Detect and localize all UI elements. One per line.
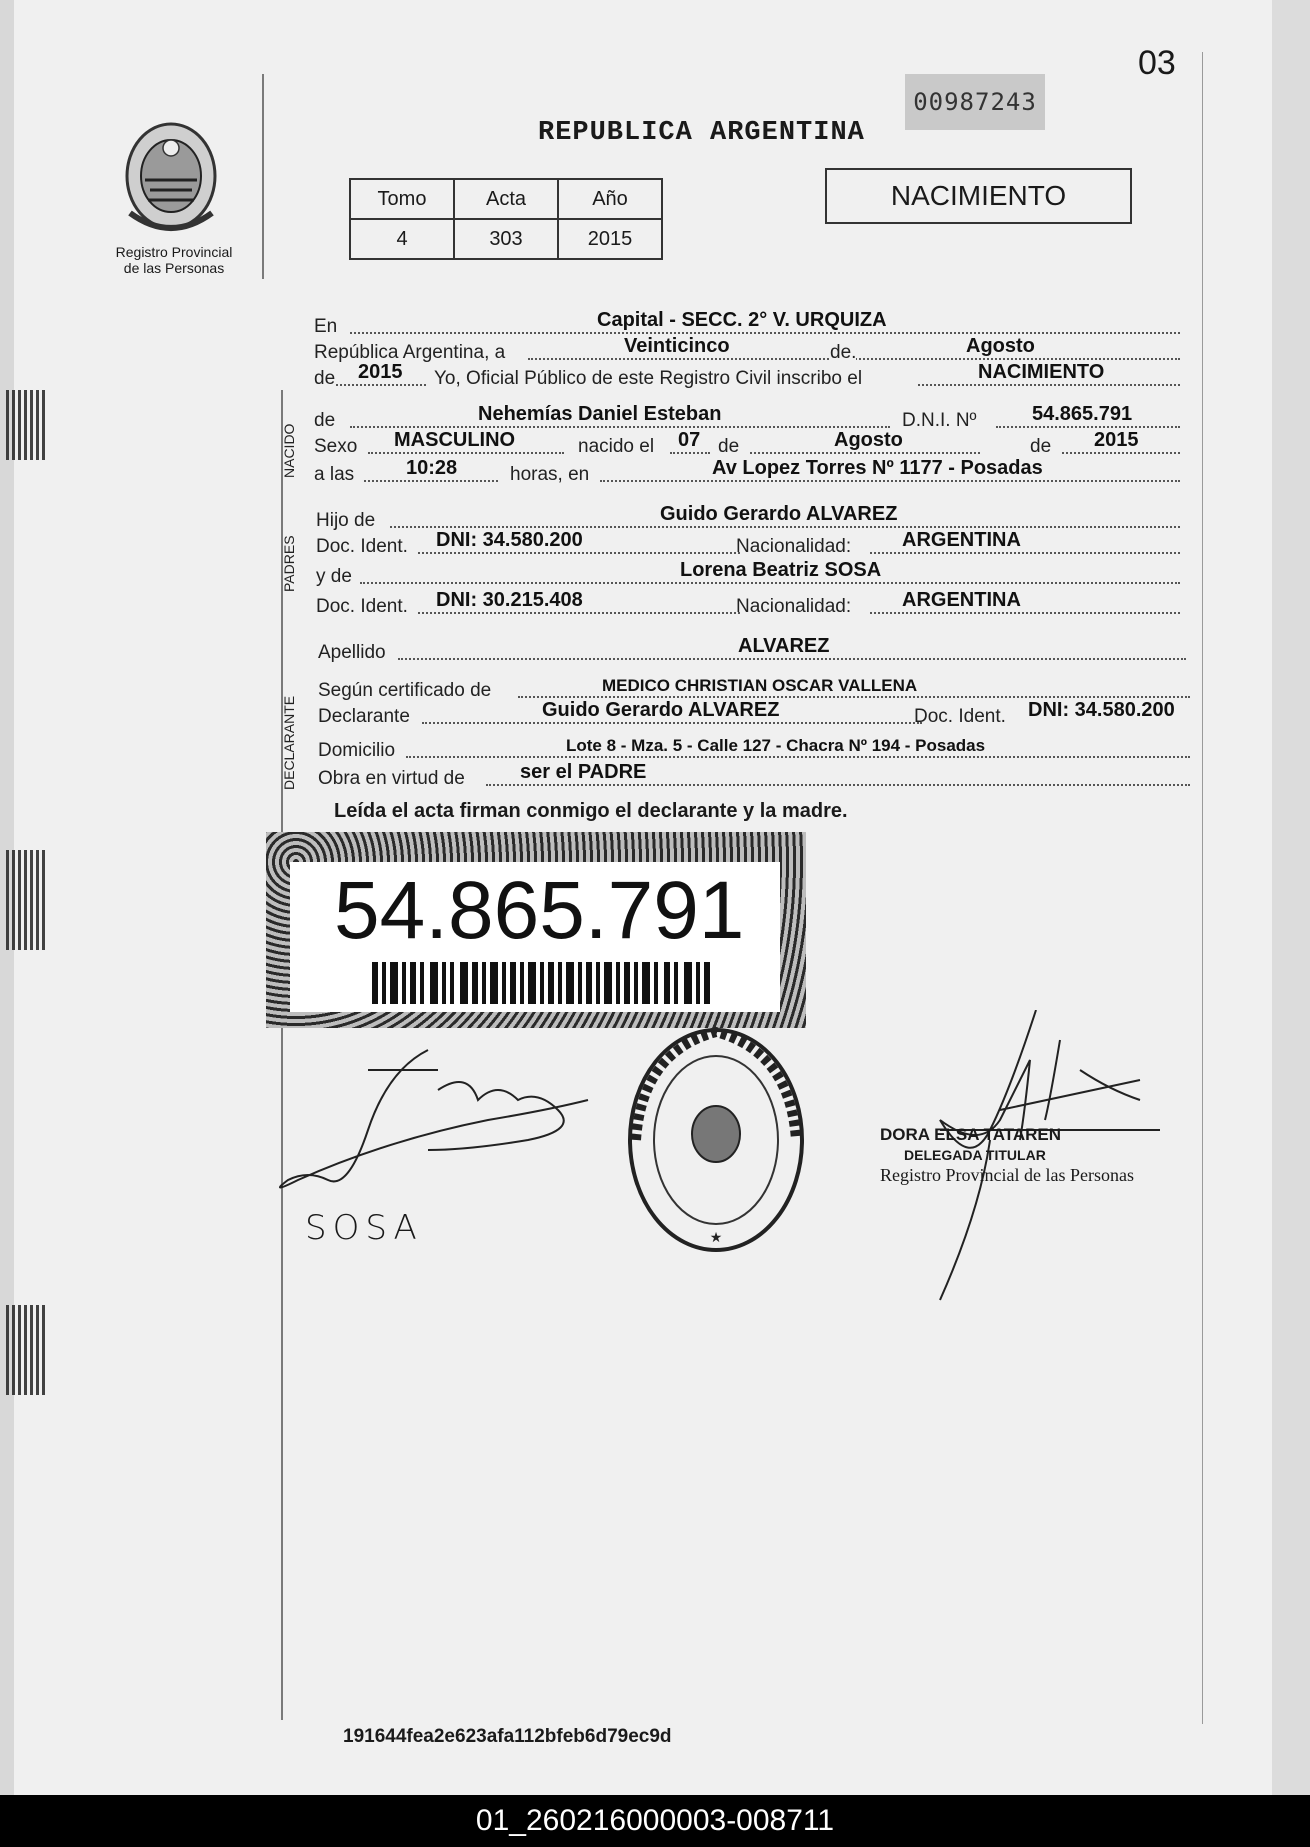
field-label: Obra en virtud de — [318, 768, 465, 789]
field-label: y de — [316, 566, 352, 587]
field-value-sex: MASCULINO — [394, 429, 516, 451]
field-value-declarant-doc: DNI: 34.580.200 — [1028, 699, 1175, 721]
field-label: Apellido — [318, 642, 386, 663]
field-value-day: Veinticinco — [624, 335, 730, 357]
dotted-line — [1062, 452, 1180, 454]
official-name: DORA ELSA TATAREN — [880, 1125, 1062, 1144]
field-label: Declarante — [318, 706, 410, 727]
field-label: de — [1030, 436, 1052, 457]
field-value-father-doc: DNI: 34.580.200 — [436, 529, 583, 551]
dotted-line — [600, 480, 1180, 482]
table-cell: 2015 — [558, 219, 662, 259]
frame-line — [262, 74, 264, 279]
section-label-declarante: DECLARANTE — [281, 695, 297, 790]
document-type-box: NACIMIENTO — [825, 168, 1132, 224]
closing-statement: Leída el acta firman conmigo el declarante y la madre. — [334, 800, 848, 822]
field-value-record-type: NACIMIENTO — [978, 361, 1105, 383]
field-value-birth-year: 2015 — [1094, 429, 1139, 451]
field-value-mother-nationality: ARGENTINA — [902, 589, 1021, 611]
field-value-certificate: MEDICO CHRISTIAN OSCAR VALLENA — [602, 676, 918, 695]
form-row — [314, 674, 1190, 702]
official-registry: Registro Provincial de las Personas — [880, 1165, 1134, 1185]
barcode-icon — [372, 962, 712, 1004]
dotted-line — [486, 784, 1190, 786]
svg-text:★: ★ — [709, 1229, 723, 1245]
field-label: D.N.I. Nº — [902, 410, 977, 431]
field-value-birth-place: Av Lopez Torres Nº 1177 - Posadas — [712, 457, 1043, 479]
file-id-strip: 01_260216000003-008711 — [0, 1795, 1310, 1847]
form-row — [314, 504, 1180, 532]
dotted-line — [406, 756, 1190, 758]
form-row — [314, 590, 1180, 618]
table-header: Tomo — [350, 179, 454, 219]
field-label: horas, en — [510, 464, 590, 485]
dotted-line — [350, 332, 1180, 334]
dotted-line — [364, 480, 498, 482]
country-title: REPUBLICA ARGENTINA — [538, 118, 865, 148]
field-value-address: Lote 8 - Mza. 5 - Calle 127 - Chacra Nº 194 - Posadas — [566, 736, 986, 755]
dotted-line — [350, 426, 890, 428]
dotted-line — [996, 426, 1180, 428]
form-row — [314, 336, 1180, 364]
field-value-surname: ALVAREZ — [738, 635, 830, 657]
form-row — [314, 700, 1190, 728]
record-table — [349, 178, 663, 260]
scan-smudge — [6, 1305, 46, 1395]
table-header-row — [350, 179, 662, 219]
dotted-line — [368, 452, 564, 454]
registry-name — [100, 244, 248, 276]
field-label: de — [314, 368, 336, 389]
table-header: Año — [558, 179, 662, 219]
field-label: Yo, Oficial Público de este Registro Civil inscribo el — [434, 368, 863, 389]
field-value-year: 2015 — [358, 361, 403, 383]
handwritten-surname: SOSA — [305, 1208, 423, 1248]
field-label: a las — [314, 464, 355, 485]
table-cell: 303 — [454, 219, 558, 259]
field-label: Domicilio — [318, 740, 396, 761]
field-value-mother-name: Lorena Beatriz SOSA — [680, 559, 882, 581]
field-label: nacido el — [578, 436, 655, 457]
page-number: 03 — [1138, 44, 1176, 82]
registry-line-2: de las Personas — [123, 260, 225, 276]
field-value-month: Agosto — [966, 335, 1035, 357]
dotted-line — [870, 552, 1180, 554]
field-value-mother-doc: DNI: 30.215.408 — [436, 589, 583, 611]
dotted-line — [518, 696, 1190, 698]
dni-label — [290, 862, 780, 1012]
field-value-birth-month: Agosto — [834, 429, 903, 451]
registry-line-1: Registro Provincial — [115, 244, 233, 260]
field-value-child-name: Nehemías Daniel Esteban — [478, 403, 722, 425]
dotted-line — [390, 526, 1180, 528]
dotted-line — [360, 582, 1180, 584]
field-value-father-nationality: ARGENTINA — [902, 529, 1021, 551]
field-value-father-name: Guido Gerardo ALVAREZ — [660, 503, 898, 525]
dotted-line — [398, 658, 1186, 660]
dni-sticker — [266, 832, 806, 1028]
field-value-place: Capital - SECC. 2° V. URQUIZA — [597, 309, 887, 331]
registry-stamp-icon — [622, 1022, 810, 1258]
document-hash: 191644fea2e623afa112bfeb6d79ec9d — [343, 1726, 672, 1747]
provincial-seal-icon — [120, 118, 222, 240]
section-label-padres: PADRES — [281, 535, 297, 592]
scan-smudge — [6, 850, 46, 950]
form-row — [314, 530, 1180, 558]
dotted-line — [870, 612, 1180, 614]
field-label: En — [314, 316, 338, 337]
field-label: de. — [830, 342, 857, 363]
form-row — [314, 404, 1180, 432]
official-block — [880, 1125, 1134, 1185]
field-label: Nacionalidad: — [736, 536, 852, 557]
field-label: Doc. Ident. — [316, 596, 408, 617]
dotted-line — [670, 452, 710, 454]
form-row — [314, 636, 1186, 664]
form-row — [314, 762, 1190, 790]
dotted-line — [336, 384, 426, 386]
form-row — [314, 362, 1180, 390]
scan-smudge — [6, 390, 46, 460]
form-row — [314, 560, 1180, 588]
field-value-capacity: ser el PADRE — [520, 761, 647, 783]
dotted-line — [918, 384, 1180, 386]
section-label-nacido: NACIDO — [281, 423, 297, 478]
scan-edge-right — [1272, 0, 1310, 1795]
table-header: Acta — [454, 179, 558, 219]
dotted-line — [750, 452, 980, 454]
dotted-line — [418, 612, 740, 614]
table-cell: 4 — [350, 219, 454, 259]
dotted-line — [422, 722, 922, 724]
field-label: Sexo — [314, 436, 358, 457]
official-title: DELEGADA TITULAR — [904, 1147, 1046, 1163]
form-row — [314, 458, 1180, 486]
field-label: República Argentina, a — [314, 342, 506, 363]
field-value-birth-day: 07 — [678, 429, 701, 451]
field-label: Doc. Ident. — [316, 536, 408, 557]
serial-number: 00987243 — [905, 74, 1045, 130]
field-label: Doc. Ident. — [914, 706, 1006, 727]
field-label: de — [718, 436, 740, 457]
field-label: Hijo de — [316, 510, 376, 531]
form-row — [314, 310, 1180, 338]
field-label: Según certificado de — [318, 680, 492, 701]
frame-line — [1202, 52, 1203, 1724]
field-value-birth-time: 10:28 — [406, 457, 458, 479]
form-row — [314, 430, 1180, 458]
field-value-declarant: Guido Gerardo ALVAREZ — [542, 699, 780, 721]
mother-signature-icon — [268, 1030, 598, 1210]
field-value-child-dni: 54.865.791 — [1032, 403, 1133, 425]
form-row — [314, 734, 1190, 762]
dotted-line — [418, 552, 740, 554]
field-label: de — [314, 410, 336, 431]
table-row — [350, 219, 662, 259]
field-label: Nacionalidad: — [736, 596, 852, 617]
dni-number: 54.865.791 — [334, 865, 745, 956]
